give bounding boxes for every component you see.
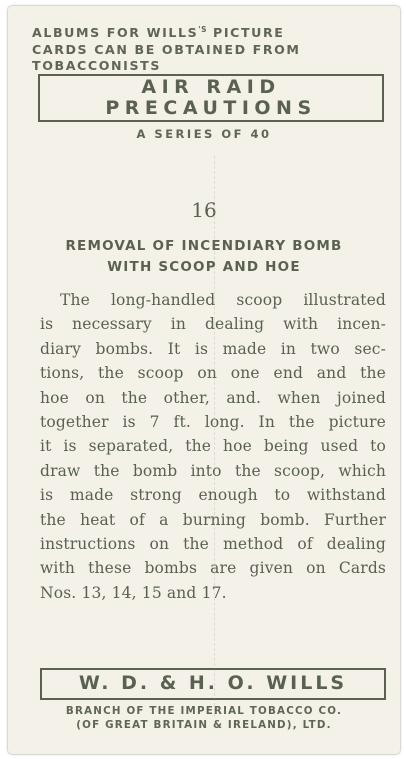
series-title-box bbox=[38, 74, 384, 122]
albums-notice-line-3: TOBACCONISTS bbox=[32, 58, 161, 73]
card-number: 16 bbox=[191, 198, 217, 222]
description-line: is necessary in dealing with incen- bbox=[40, 315, 386, 334]
card-description bbox=[40, 288, 386, 605]
cigarette-card-back bbox=[8, 6, 400, 754]
series-title-line-2: PRECAUTIONS bbox=[105, 97, 317, 119]
description-line: together is 7 ft. long. In the picture bbox=[40, 413, 386, 432]
description-line: with these bombs are given on Cards bbox=[40, 559, 386, 578]
description-line: The long-handled scoop illustrated bbox=[60, 291, 386, 309]
albums-notice-line-1 bbox=[32, 22, 392, 42]
description-line: is made strong enough to withstand bbox=[40, 486, 386, 505]
description-line: it is separated, the hoe being used to bbox=[40, 437, 386, 456]
description-line: tions, the scoop on one end and the bbox=[40, 364, 386, 383]
series-title-line-1: AIR RAID bbox=[141, 76, 281, 98]
company-footer-line-1: BRANCH OF THE IMPERIAL TOBACCO CO. bbox=[65, 705, 343, 717]
company-footer-line-2: (OF GREAT BRITAIN & IRELAND), LTD. bbox=[76, 719, 332, 731]
albums-notice-superscript: 'S bbox=[198, 25, 207, 34]
card-title-line-2: WITH SCOOP AND HOE bbox=[107, 259, 301, 275]
albums-notice-line-2: CARDS CAN BE OBTAINED FROM bbox=[32, 41, 301, 57]
description-line: draw the bomb into the scoop, which bbox=[40, 461, 386, 480]
description-line: hoe on the other, and. when joined bbox=[40, 388, 386, 407]
albums-notice-text-end: PICTURE bbox=[212, 25, 285, 40]
company-footer bbox=[8, 704, 400, 732]
description-line: Nos. 13, 14, 15 and 17. bbox=[40, 583, 227, 602]
albums-notice-text: ALBUMS FOR WILLS bbox=[32, 25, 199, 40]
card-title bbox=[8, 236, 400, 278]
description-line: diary bombs. It is made in two sec- bbox=[40, 339, 386, 358]
card-title-line-1: REMOVAL OF INCENDIARY BOMB bbox=[65, 238, 343, 254]
series-count: A SERIES OF 40 bbox=[136, 127, 272, 141]
description-line: instructions on the method of dealing bbox=[40, 535, 386, 554]
description-line: the heat of a burning bomb. Further bbox=[40, 510, 386, 529]
albums-notice bbox=[32, 22, 392, 75]
brand-box: W. D. & H. O. WILLS bbox=[40, 668, 386, 700]
